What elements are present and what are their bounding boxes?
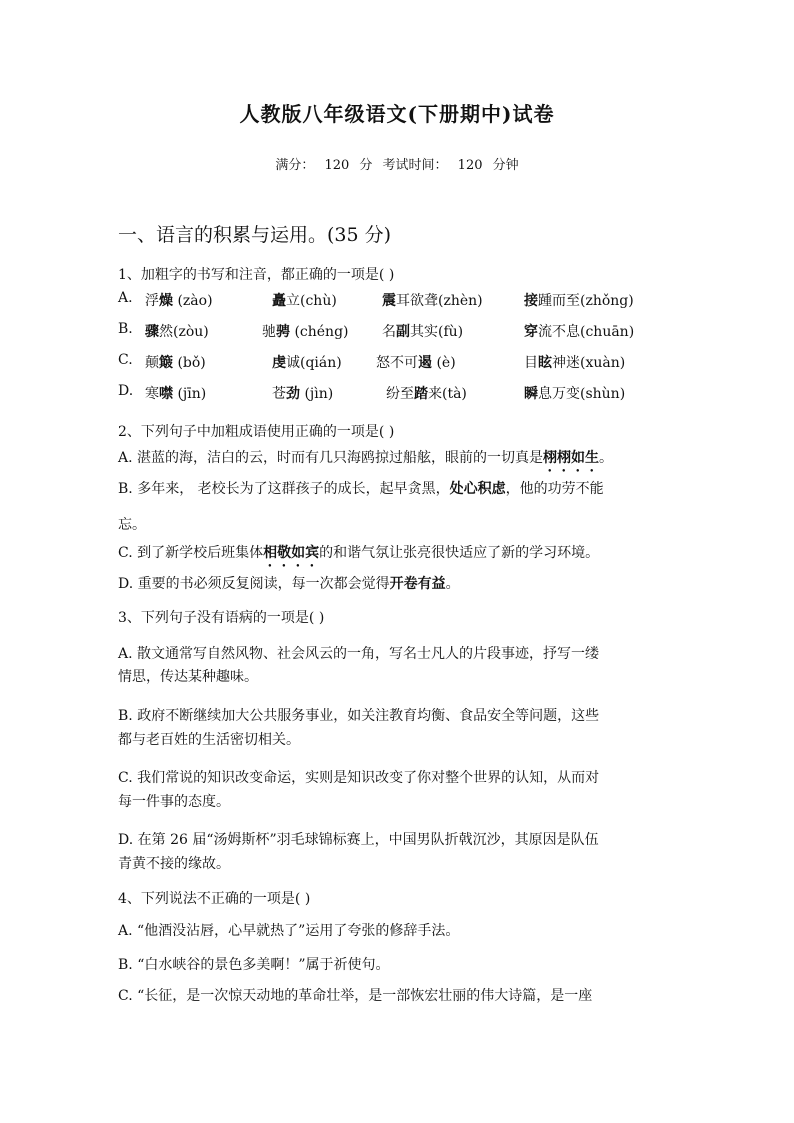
option-item: 寒噤 (jīn): [145, 386, 207, 402]
question-2-stem: 2、下列句子中加粗成语使用正确的一项是( ): [118, 424, 395, 440]
question-3-option-d-cont: 青黄不接的缘故。: [118, 856, 230, 872]
option-item: 驰骋 (chéng): [262, 324, 349, 340]
option-item: 怒不可遏 (è): [376, 355, 456, 371]
question-4-stem: 4、下列说法不正确的一项是( ): [118, 891, 311, 907]
question-3-option-c: C. 我们常说的知识改变命运，实则是知识改变了你对整个世界的认知，从而对: [118, 770, 600, 786]
question-2-option-c: C. 到了新学校后班集体相敬如宾的和谐气氛让张亮很快适应了新的学习环境。: [118, 545, 600, 561]
section-heading: 一、语言的积累与运用。(35 分): [118, 224, 392, 246]
option-letter: A.: [118, 290, 133, 306]
question-2-option-d: D. 重要的书必须反复阅读，每一次都会觉得开卷有益。: [118, 576, 460, 592]
page-title: 人教版八年级语文(下册期中)试卷: [239, 102, 555, 126]
option-letter: B.: [118, 321, 133, 337]
question-4-option-b: B. “白水峡谷的景色多美啊！”属于祈使句。: [118, 957, 390, 973]
question-3-stem: 3、下列句子没有语病的一项是( ): [118, 610, 325, 626]
option-item: 震耳欲聋(zhèn): [382, 293, 483, 309]
question-4-option-a: A. “他酒没沾唇，心早就热了”运用了夸张的修辞手法。: [118, 923, 460, 939]
question-1-stem: 1、加粗字的书写和注音，都正确的一项是( ): [118, 267, 395, 283]
exam-meta: 满分： 120 分 考试时间： 120 分钟: [275, 158, 519, 173]
option-letter: D.: [118, 383, 134, 399]
question-3-option-c-cont: 每一件事的态度。: [118, 794, 230, 810]
option-item: 穿流不息(chuān): [524, 324, 635, 340]
question-3-option-a: A. 散文通常写自然风物、社会风云的一角，写名士凡人的片段事迹，抒写一缕: [118, 646, 600, 662]
option-letter: C.: [118, 352, 133, 368]
question-3-option-a-cont: 情思，传达某种趣味。: [118, 669, 258, 685]
option-item: 颠簸 (bǒ): [145, 355, 206, 371]
question-3-option-b: B. 政府不断继续加大公共服务事业，如关注教育均衡、食品安全等问题，这些: [118, 708, 600, 724]
option-item: 接踵而至(zhǒng): [524, 293, 634, 309]
option-item: 矗立(chù): [272, 293, 337, 309]
option-item: 骤然(zòu): [145, 324, 209, 340]
question-2-option-a: A. 湛蓝的海，洁白的云，时而有几只海鸥掠过船舷，眼前的一切真是栩栩如生。: [118, 450, 614, 466]
option-item: 目眩神迷(xuàn): [524, 355, 626, 371]
question-4-option-c: C. “长征，是一次惊天动地的革命壮举，是一部恢宏壮丽的伟大诗篇，是一座: [118, 988, 593, 1004]
question-2-option-b: B. 多年来， 老校长为了这群孩子的成长，起早贪黑，处心积虑，他的功劳不能: [118, 481, 604, 497]
question-3-option-d: D. 在第 26 届“汤姆斯杯”羽毛球锦标赛上，中国男队折戟沉沙，其原因是队伍: [118, 832, 599, 848]
option-item: 纷至踏来(tà): [386, 386, 467, 402]
option-item: 虔诚(qián): [272, 355, 342, 371]
option-item: 瞬息万变(shùn): [524, 386, 626, 402]
question-2-option-b-cont: 忘。: [118, 517, 146, 533]
option-item: 浮燥 (zào): [145, 293, 213, 309]
question-3-option-b-cont: 都与老百姓的生活密切相关。: [118, 732, 300, 748]
option-item: 苍劲 (jìn): [272, 386, 334, 402]
option-item: 名副其实(fù): [382, 324, 464, 340]
